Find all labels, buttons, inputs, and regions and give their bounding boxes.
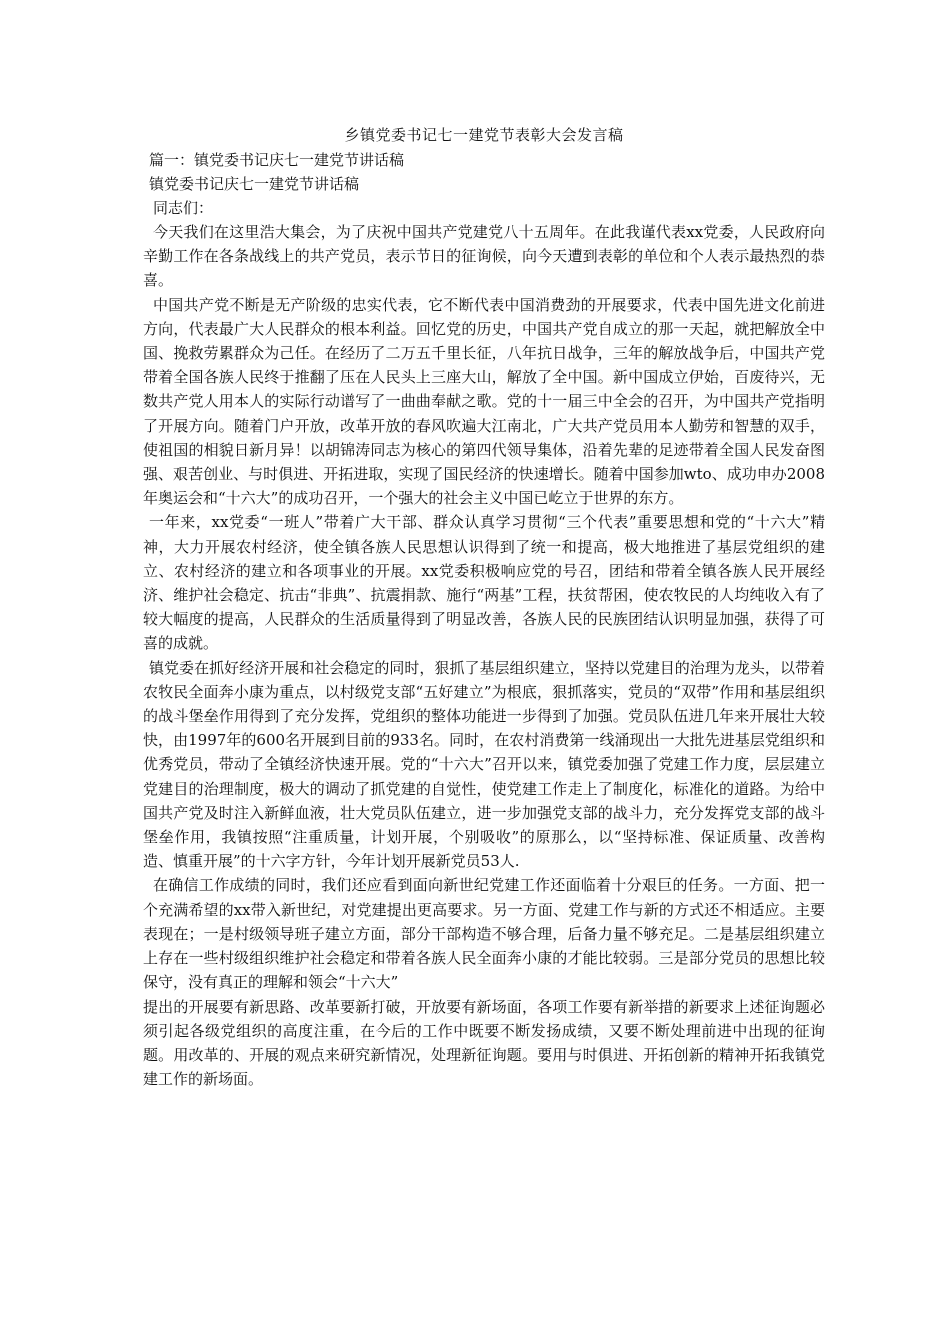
paragraph-5: 在确信工作成绩的同时，我们还应看到面向新世纪党建工作还面临着十分艰巨的任务。一方面、把一个充满希望的xx带入新世纪，对党建提出更高要求。另一方面、党建工作与新的方式还不相适应。主要表现在；一是村级领导班子建立方面，部分干部构造不够合理，后备力量不够充足。二是基层组织建立上存在一些村级组织维护社会稳定和带着各族人民全面奔小康的才能比较弱。三是部分党员的思想比较保守，没有真正的理解和领会“十六大” xyxy=(143,876,825,992)
paragraph-4: 镇党委在抓好经济开展和社会稳定的同时，狠抓了基层组织建立，坚持以党建目的治理为龙头，以带着农牧民全面奔小康为重点，以村级党支部“五好建立”为根底，狠抓落实，党员的“双带”作用和基层组织的战斗堡垒作用得到了充分发挥，党组织的整体功能进一步得到了加强。党员队伍进几年来开展壮大较快，由1997年的600名开展到目前的933名。同时，在农村消费第一线涌现出一大批先进基层党组织和优秀党员，带动了全镇经济快速开展。党的“十六大”召开以来，镇党委加强了党建工作力度，层层建立党建目的治理制度，极大的调动了抓党建的自觉性，使党建工作走上了制度化，标准化的道路。为给中国共产党及时注入新鲜血液，壮大党员队伍建立，进一步加强党支部的战斗力，充分发挥党支部的战斗堡垒作用，我镇按照“注重质量，计划开展，个别吸收”的原那么，以“坚持标准、保证质量、改善构造、慎重开展”的十六字方针，今年计划开展新党员53人. xyxy=(143,658,825,871)
paragraph-3: 一年来，xx党委“一班人”带着广大干部、群众认真学习贯彻“三个代表”重要思想和党的“十六大”精神，大力开展农村经济，使全镇各族人民思想认识得到了统一和提高，极大地推进了基层党组织的建立、农村经济的建立和各项事业的开展。xx党委积极响应党的号召，团结和带着全镇各族人民开展经济、维护社会稳定、抗击“非典”、抗震捐款、施行“两基”工程，扶贫帮困，使农牧民的人均纯收入有了较大幅度的提高，人民群众的生活质量得到了明显改善，各族人民的民族团结认识明显加强，获得了可喜的成就。 xyxy=(143,513,825,653)
paragraph-6: 提出的开展要有新思路、改革要新打破，开放要有新场面，各项工作要有新举措的新要求上述征询题必须引起各级党组织的高度注重，在今后的工作中既要不断发扬成绩，又要不断处理前进中出现的征询题。用改革的、开展的观点来研究新情况，处理新征询题。要用与时俱进、开拓创新的精神开拓我镇党建工作的新场面。 xyxy=(143,997,825,1089)
subheading: 镇党委书记庆七一建党节讲话稿 xyxy=(149,175,360,193)
document-page xyxy=(143,124,825,1091)
salutation: 同志们： xyxy=(153,199,214,217)
section-heading: 篇一：镇党委书记庆七一建党节讲话稿 xyxy=(149,151,405,169)
paragraph-1: 今天我们在这里浩大集会，为了庆祝中国共产党建党八十五周年。在此我谨代表xx党委，人民政府向辛勤工作在各条战线上的共产党员，表示节日的征询候，向今天遭到表彰的单位和个人表示最热烈的恭喜。 xyxy=(143,223,825,290)
paragraph-2: 中国共产党不断是无产阶级的忠实代表，它不断代表中国消费劲的开展要求，代表中国先进文化前进方向，代表最广大人民群众的根本利益。回忆党的历史，中国共产党自成立的那一天起，就把解放全中国、挽救劳累群众为己任。在经历了二万五千里长征，八年抗日战争，三年的解放战争后，中国共产党带着全国各族人民终于推翻了压在人民头上三座大山，解放了全中国。新中国成立伊始，百废待兴，无数共产党人用本人的实际行动谱写了一曲曲奉献之歌。党的十一届三中全会的召开，为中国共产党指明了开展方向。随着门户开放，改革开放的春风吹遍大江南北，广大共产党员用本人勤劳和智慧的双手，使祖国的相貌日新月异！以胡锦涛同志为核心的第四代领导集体，沿着先辈的足迹带着全国人民发奋图强、艰苦创业、与时俱进、开拓进取，实现了国民经济的快速增长。随着中国参加wto、成功申办2008年奥运会和“十六大”的成功召开，一个强大的社会主义中国已屹立于世界的东方。 xyxy=(143,295,825,508)
document-title: 乡镇党委书记七一建党节表彰大会发言稿 xyxy=(344,126,624,144)
